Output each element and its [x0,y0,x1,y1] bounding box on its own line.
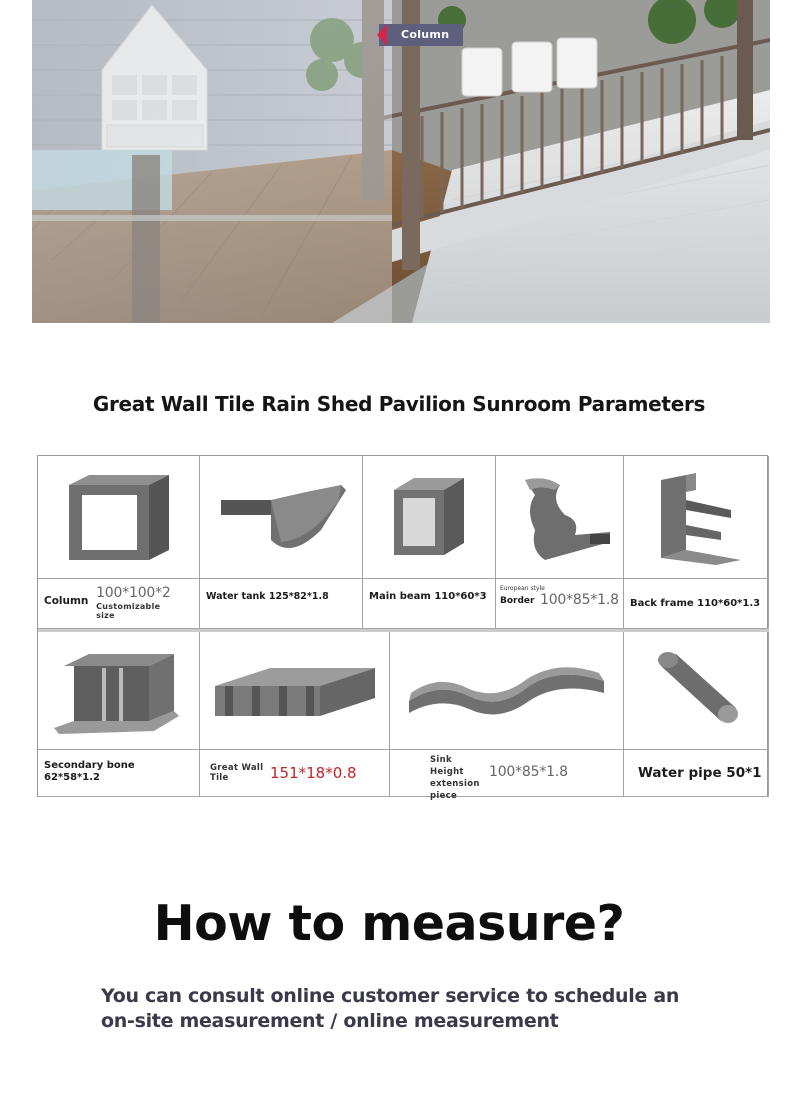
sink-extension-dim: 100*85*1.8 [489,764,568,780]
border-label [496,579,624,629]
sink-extension-label [390,750,624,801]
secondary-bone-label [38,750,200,797]
back-frame-label [624,579,769,629]
square-tube-icon [64,470,174,565]
hero-photo [32,0,770,323]
sink-extension-image [390,632,624,750]
secondary-bone-name: Secondary bone 62*58*1.2 [44,760,135,783]
wave-profile-icon [399,651,614,731]
water-tank-name: Water tank 125*82*1.8 [206,591,329,602]
water-pipe-image [624,632,769,750]
great-wall-tile-name: Great Wall Tile [210,762,264,783]
great-wall-tile-label [200,750,390,797]
params-title: Great Wall Tile Rain Shed Pavilion Sunroom Parameters [92,392,706,416]
measure-title: How to measure? [153,895,625,952]
water-pipe-label [624,750,769,797]
column-dim: 100*100*2 [96,585,171,601]
water-tank-image [200,456,363,579]
great-wall-tile-dim: 151*18*0.8 [270,764,357,782]
column-tag: Column [379,24,463,46]
column-image [38,456,200,579]
sink-extension-name: Sink Height extension piece [430,755,480,801]
back-frame-name: Back frame 110*60*1.3 [630,597,761,609]
measure-text: You can consult online customer service to schedule an on-site measurement / online measurement [101,985,680,1032]
main-beam-label [363,579,496,629]
channel-profile-icon [54,646,184,736]
tile-profile-icon [210,656,380,726]
secondary-bone-image [38,632,200,750]
column-label [38,579,200,629]
main-beam-image [363,456,496,579]
column-note: Customizable size [96,601,161,621]
main-beam-name: Main beam 110*60*3 [369,591,487,602]
border-name: Border [500,596,535,607]
pipe-icon [641,646,751,736]
back-frame-image [624,456,769,579]
rect-tube-icon [389,470,469,565]
water-tank-label [200,579,363,629]
gutter-profile-icon [211,470,351,565]
frame-profile-icon [646,470,746,565]
border-image [496,456,624,579]
border-note: European style [500,585,545,592]
column-name: Column [44,595,89,607]
water-pipe-name: Water pipe 50*1 [638,764,762,781]
border-dim: 100*85*1.8 [540,592,619,608]
decorative-border-icon [505,470,615,565]
great-wall-tile-image [200,632,390,750]
parameters-table [37,455,768,801]
balcony-illustration [32,0,770,323]
